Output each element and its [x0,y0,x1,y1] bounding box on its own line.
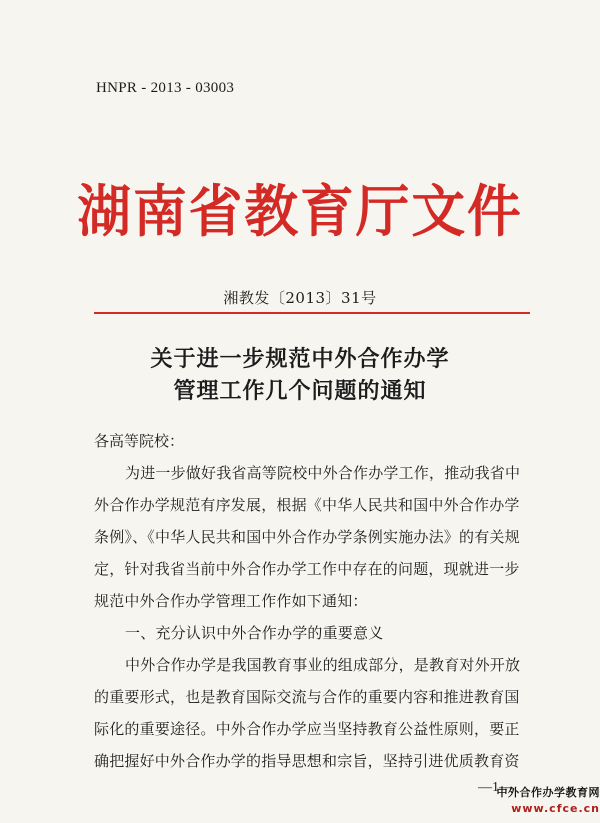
page-number: —1— [478,780,513,795]
paragraph-2-line: 中外合作办学是我国教育事业的组成部分，是教育对外开放 [125,656,521,674]
paragraph-2-line: 确把握好中外合作办学的指导思想和宗旨，坚持引进优质教育资 [94,752,520,770]
site-watermark [486,784,600,822]
notice-title-line-1: 关于进一步规范中外合作办学 [150,347,450,372]
paragraph-2-line: 的重要形式，也是教育国际交流与合作的重要内容和推进教育国 [94,688,520,706]
paragraph-2-line: 际化的重要途径。中外合作办学应当坚持教育公益性原则，要正 [94,720,520,738]
document-number: 湘教发〔2013〕31号 [223,289,377,307]
paragraph-1-line: 规范中外合作办学管理工作作如下通知： [94,592,368,610]
paragraph-1-line: 定，针对我省当前中外合作办学工作中存在的问题，现就进一步 [94,560,520,578]
salutation: 各高等院校： [94,432,185,450]
watermark-url: www.cfce.cn [511,802,600,815]
notice-title-line-2: 管理工作几个问题的通知 [173,379,427,404]
paragraph-1-line: 为进一步做好我省高等院校中外合作办学工作，推动我省中 [125,464,521,482]
section-heading: 一、充分认识中外合作办学的重要意义 [125,624,384,642]
masthead-divider [94,312,530,314]
masthead-title: 湖南省教育厅文件 [77,180,523,245]
document-code: HNPR - 2013 - 03003 [96,80,235,96]
paragraph-1-line: 条例》、《中华人民共和国中外合作办学条例实施办法》的有关规 [94,528,520,546]
paragraph-1-line: 外合作办学规范有序发展，根据《中华人民共和国中外合作办学 [94,496,520,514]
watermark-site-name: 中外合作办学教育网 [496,786,600,799]
